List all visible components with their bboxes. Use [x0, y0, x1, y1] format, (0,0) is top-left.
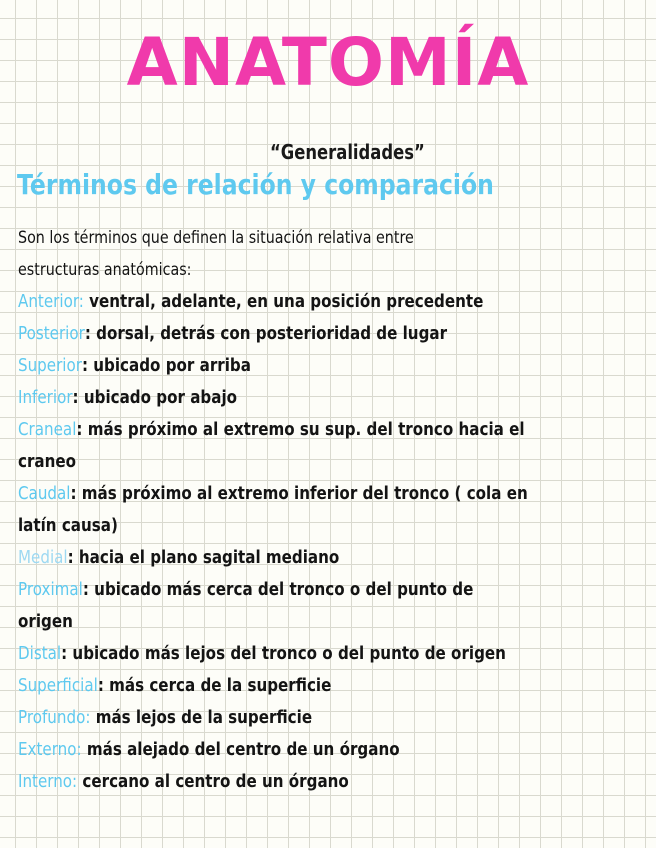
term-definition: : más próximo al extremo inferior del tronco ( cola en: [70, 483, 528, 504]
term-label: Posterior: [18, 323, 85, 344]
terms-list: [18, 222, 618, 798]
term-posterior: [18, 318, 522, 350]
term-label: Medial: [18, 547, 68, 568]
term-label: Superior: [18, 355, 82, 376]
term-superior: [18, 350, 522, 382]
term-continuation: craneo: [18, 451, 77, 472]
term-label: Profundo:: [18, 707, 91, 728]
term-definition: : dorsal, detrás con posterioridad de lugar: [84, 323, 448, 344]
term-inferior: [18, 382, 522, 414]
term-medial: [18, 542, 522, 574]
term-interno: [18, 766, 522, 798]
section-heading: Términos de relación y comparación: [17, 168, 494, 201]
intro-line: estructuras anatómicas:: [18, 260, 192, 280]
term-definition: : ubicado más lejos del tronco o del punto de origen: [61, 643, 506, 664]
term-definition: cercano al centro de un órgano: [77, 771, 349, 792]
term-definition: : ubicado por abajo: [72, 387, 238, 408]
term-label: Superficial: [18, 675, 98, 696]
term-definition: más lejos de la superficie: [90, 707, 313, 728]
term-continuation: origen: [18, 611, 73, 632]
term-anterior: [18, 286, 522, 318]
intro-line: Son los términos que definen la situación relativa entre: [18, 228, 414, 248]
page-subtitle: “Generalidades”: [270, 140, 425, 164]
term-label: Proximal: [18, 579, 83, 600]
term-continuation: latín causa): [18, 515, 118, 536]
term-definition: : ubicado por arriba: [81, 355, 251, 376]
term-definition: ventral, adelante, en una posición precedente: [83, 291, 484, 312]
term-externo: [18, 734, 522, 766]
term-proximal: [18, 574, 522, 606]
term-label: Inferior: [18, 387, 73, 408]
term-label: Externo:: [18, 739, 82, 760]
term-label: Interno:: [18, 771, 78, 792]
term-distal: [18, 638, 522, 670]
term-definition: : más cerca de la superficie: [97, 675, 332, 696]
term-definition: : más próximo al extremo su sup. del tronco hacia el: [76, 419, 525, 440]
term-craneal: [18, 414, 525, 446]
page-title: ANATOMÍA: [126, 24, 530, 101]
term-definition: : ubicado más cerca del tronco o del punto de: [82, 579, 474, 600]
term-definition: más alejado del centro de un órgano: [81, 739, 400, 760]
term-label: Distal: [18, 643, 62, 664]
term-caudal: [18, 478, 528, 510]
term-label: Caudal: [18, 483, 71, 504]
term-label: Craneal: [18, 419, 77, 440]
term-superficial: [18, 670, 522, 702]
term-definition: : hacia el plano sagital mediano: [67, 547, 340, 568]
term-label: Anterior:: [18, 291, 84, 312]
term-profundo: [18, 702, 522, 734]
